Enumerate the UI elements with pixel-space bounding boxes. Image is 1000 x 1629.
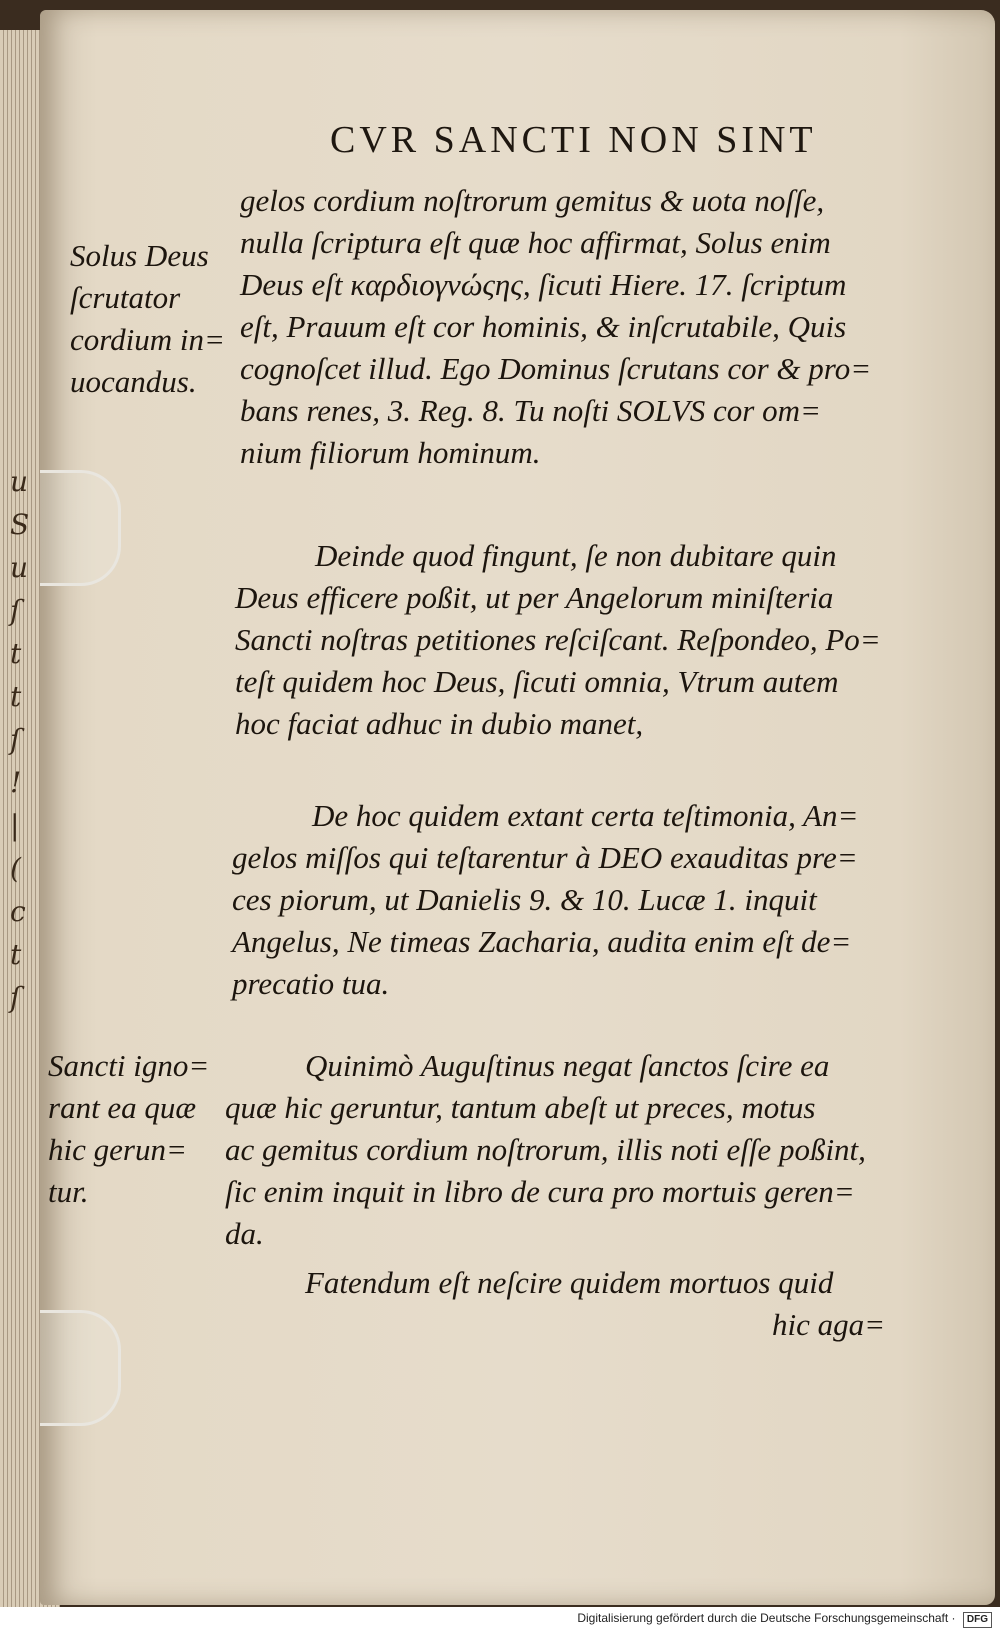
margin-note-line: uocandus. — [70, 364, 197, 399]
footer-text: Digitalisierung gefördert durch die Deutsche Forschungsgemeinschaft · — [577, 1611, 956, 1625]
dfg-logo: DFG — [963, 1612, 992, 1628]
catchword: hic aga= — [771, 1307, 885, 1342]
text-line: De hoc quidem extant certa teſtimonia, An= — [312, 798, 859, 833]
margin-note-solus-deus — [70, 235, 225, 403]
edge-letter: | — [10, 809, 20, 842]
margin-note-line: Sancti igno= — [48, 1048, 210, 1083]
text-line: gelos miſſos qui teſtarentur à DEO exauditas pre= — [232, 840, 858, 875]
adjacent-page-edge-letters — [10, 460, 40, 1019]
edge-letter: t — [10, 637, 22, 670]
edge-letter: t — [10, 680, 22, 713]
text-line: ſic enim inquit in libro de cura pro mortuis geren= — [225, 1174, 855, 1209]
edge-letter: c — [10, 895, 26, 928]
text-line: teſt quidem hoc Deus, ſicuti omnia, Vtrum autem — [235, 664, 839, 699]
edge-letter: t — [10, 938, 22, 971]
text-line: eſt, Prauum eſt cor hominis, & inſcrutabile, Quis — [240, 309, 847, 344]
edge-letter: ! — [10, 766, 22, 799]
book-clip-bottom — [40, 1310, 121, 1426]
paragraph-4 — [225, 1045, 915, 1255]
edge-letter: ſ — [10, 594, 21, 627]
paragraph-5 — [225, 1262, 915, 1346]
text-line: Deus eſt καρδιογνώςης, ſicuti Hiere. 17. ſcriptum — [240, 267, 847, 302]
text-line: Quinimò Auguſtinus negat ſanctos ſcire ea — [305, 1048, 830, 1083]
margin-note-line: ſcrutator — [70, 280, 181, 315]
edge-letter: S — [10, 508, 30, 541]
text-line: cognoſcet illud. Ego Dominus ſcrutans cor & pro= — [240, 351, 872, 386]
running-head: CVR SANCTI NON SINT — [330, 119, 817, 161]
text-line: nium filiorum hominum. — [240, 435, 541, 470]
text-line: gelos cordium noſtrorum gemitus & uota noſſe, — [240, 183, 825, 218]
paragraph-2 — [235, 535, 925, 745]
text-line: Deus efficere poßit, ut per Angelorum miniſteria — [235, 580, 834, 615]
text-line: ac gemitus cordium noſtrorum, illis noti eſſe poßint, — [225, 1132, 866, 1167]
edge-letter: ( — [10, 852, 21, 885]
edge-letter: u — [10, 551, 29, 584]
margin-note-line: cordium in= — [70, 322, 225, 357]
digitization-footer — [0, 1607, 1000, 1629]
margin-note-line: tur. — [48, 1174, 89, 1209]
text-line: hoc faciat adhuc in dubio manet, — [235, 706, 644, 741]
paragraph-3 — [232, 795, 922, 1005]
text-line: bans renes, 3. Reg. 8. Tu noſti SOLVS cor om= — [240, 393, 821, 428]
paragraph-1 — [240, 180, 930, 474]
text-line: da. — [225, 1216, 264, 1251]
text-line: Deinde quod fingunt, ſe non dubitare quin — [315, 538, 837, 573]
text-line: Fatendum eſt neſcire quidem mortuos quid — [305, 1265, 834, 1300]
text-line: Angelus, Ne timeas Zacharia, audita enim eſt de= — [232, 924, 852, 959]
edge-letter: u — [10, 465, 29, 498]
edge-letter: ſ — [10, 723, 21, 756]
margin-note-line: Solus Deus — [70, 238, 209, 273]
book-clip-top — [40, 470, 121, 586]
edge-letter: ſ — [10, 981, 21, 1014]
text-line: Sancti noſtras petitiones reſciſcant. Reſpondeo, Po= — [235, 622, 881, 657]
text-line: quæ hic geruntur, tantum abeſt ut preces, motus — [225, 1090, 816, 1125]
text-line: ces piorum, ut Danielis 9. & 10. Lucæ 1. inquit — [232, 882, 817, 917]
margin-note-line: rant ea quæ — [48, 1090, 197, 1125]
text-line: precatio tua. — [232, 966, 390, 1001]
margin-note-line: hic gerun= — [48, 1132, 187, 1167]
margin-note-sancti-ignorant — [48, 1045, 209, 1213]
text-line: nulla ſcriptura eſt quæ hoc affirmat, Solus enim — [240, 225, 831, 260]
